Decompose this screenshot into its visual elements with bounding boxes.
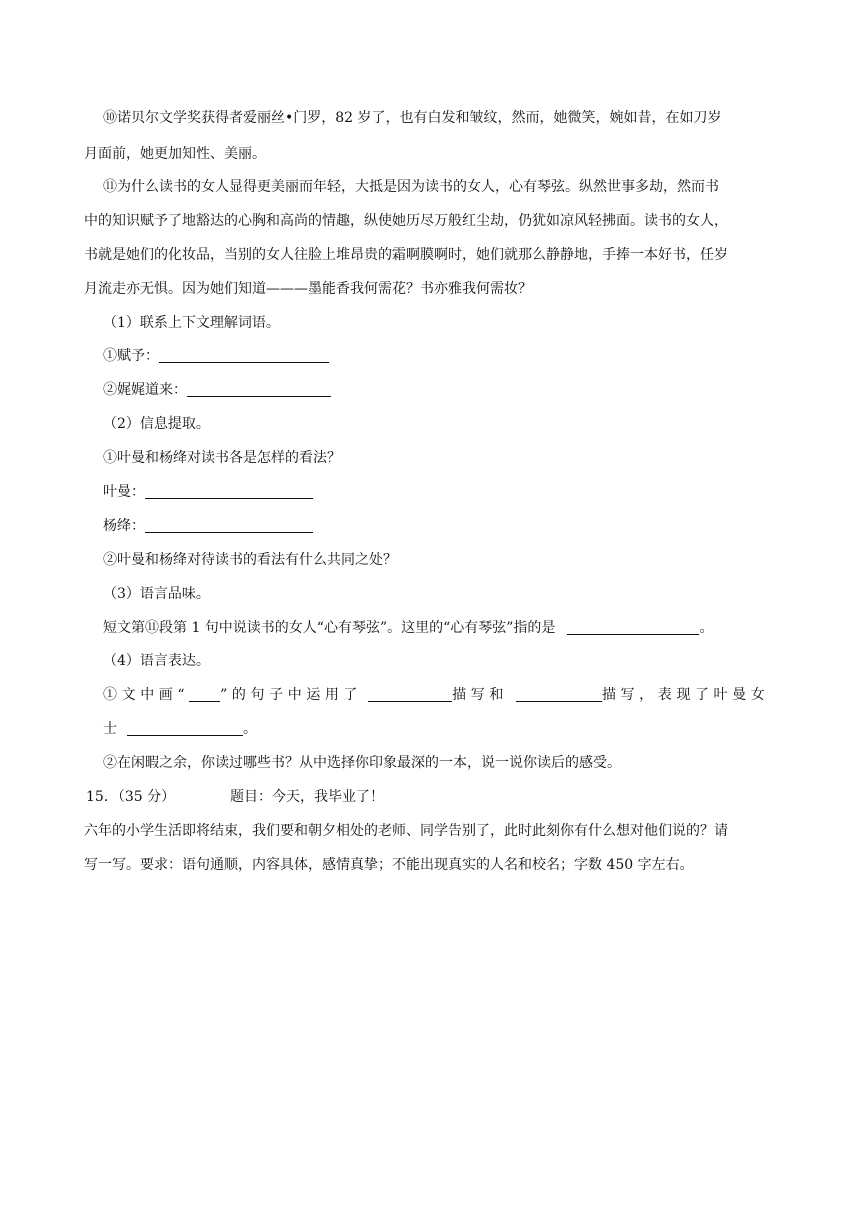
- q4-line1: [103, 685, 769, 705]
- q3-period: 。: [699, 620, 714, 636]
- answer-blank-quote[interactable]: [189, 687, 220, 702]
- q15-line1: 六年的小学生活即将结束，我们要和朝夕相处的老师、同学告别了，此时此刻你有什么想对他们说的？请: [84, 823, 728, 839]
- q4-line2-label: 士: [103, 721, 117, 737]
- q4-part-a: ①文中画“: [103, 687, 190, 703]
- answer-blank-yangjiang[interactable]: [145, 518, 313, 533]
- q4-part-b: ”的句子中运用了: [220, 687, 363, 703]
- q2-yangjiang: [103, 516, 313, 536]
- q15-title: 题目：今天，我毕业了！: [230, 789, 384, 805]
- q1-item2: [103, 380, 331, 400]
- q2-sub1: ①叶曼和杨绛对读书各是怎样的看法？: [103, 450, 341, 466]
- answer-blank-q4[interactable]: [127, 721, 243, 736]
- q4-line2-period: 。: [243, 721, 257, 737]
- para11-line1: ⑪为什么读书的女人显得更美丽而年轻，大抵是因为读书的女人，心有琴弦。纵然世事多劫，然而书: [103, 179, 719, 195]
- q4-part-c: 描写和: [452, 687, 508, 703]
- q3-text: [103, 618, 713, 638]
- para11-line3: 书就是她们的化妆品，当别的女人往脸上堆昂贵的霜啊膜啊时，她们就那么静静地，手捧一本好书，任岁: [84, 247, 728, 263]
- q4-part-d: 描写，表现了叶曼女: [601, 687, 770, 703]
- para11-line4: 月流走亦无惧。因为她们知道———墨能香我何需花？书亦雅我何需妆？: [84, 281, 532, 297]
- q4-title: （4）语言表达。: [103, 653, 210, 669]
- answer-blank-desc1[interactable]: [368, 687, 452, 702]
- para10-line2: 月面前，她更加知性、美丽。: [84, 146, 266, 162]
- q3-title: （3）语言品味。: [103, 586, 210, 602]
- q4-line2: [103, 719, 257, 739]
- q15-number: 15．（35 分）: [86, 789, 176, 805]
- answer-blank-desc2[interactable]: [516, 687, 602, 702]
- q2-yeman: [103, 482, 313, 502]
- q2-title: （2）信息提取。: [103, 416, 210, 432]
- q4-sub2: ②在闲暇之余，你读过哪些书？从中选择你印象最深的一本，说一说你读后的感受。: [103, 755, 621, 771]
- answer-blank-yeman[interactable]: [145, 484, 313, 499]
- q1-item1-label: ①赋予：: [103, 348, 159, 364]
- answer-blank-1[interactable]: [159, 348, 329, 363]
- para11-line2: 中的知识赋予了地豁达的心胸和高尚的情趣，纵使她历尽万般红尘劫，仍犹如凉风轻拂面。读书的女人，: [84, 213, 728, 229]
- q1-title: （1）联系上下文理解词语。: [103, 315, 280, 331]
- q2-sub2: ②叶曼和杨绛对待读书的看法有什么共同之处？: [103, 552, 397, 568]
- q3-question-text: 短文第⑪段第 1 句中说读书的女人“心有琴弦”。这里的“心有琴弦”指的是: [103, 620, 556, 636]
- answer-blank-2[interactable]: [187, 382, 331, 397]
- para10-line1: ⑩诺贝尔文学奖获得者爱丽丝•门罗，82 岁了，也有白发和皱纹，然而，她微笑，婉如昔，在如刀岁: [103, 110, 722, 126]
- q1-item2-label: ②娓娓道来：: [103, 382, 187, 398]
- q2-yangjiang-label: 杨绛：: [103, 518, 145, 534]
- q15-line2: 写一写。要求：语句通顺，内容具体，感情真挚；不能出现真实的人名和校名；字数 450 字左右。: [84, 857, 694, 873]
- q1-item1: [103, 346, 329, 366]
- answer-blank-q3[interactable]: [567, 620, 699, 635]
- q2-yeman-label: 叶曼：: [103, 484, 145, 500]
